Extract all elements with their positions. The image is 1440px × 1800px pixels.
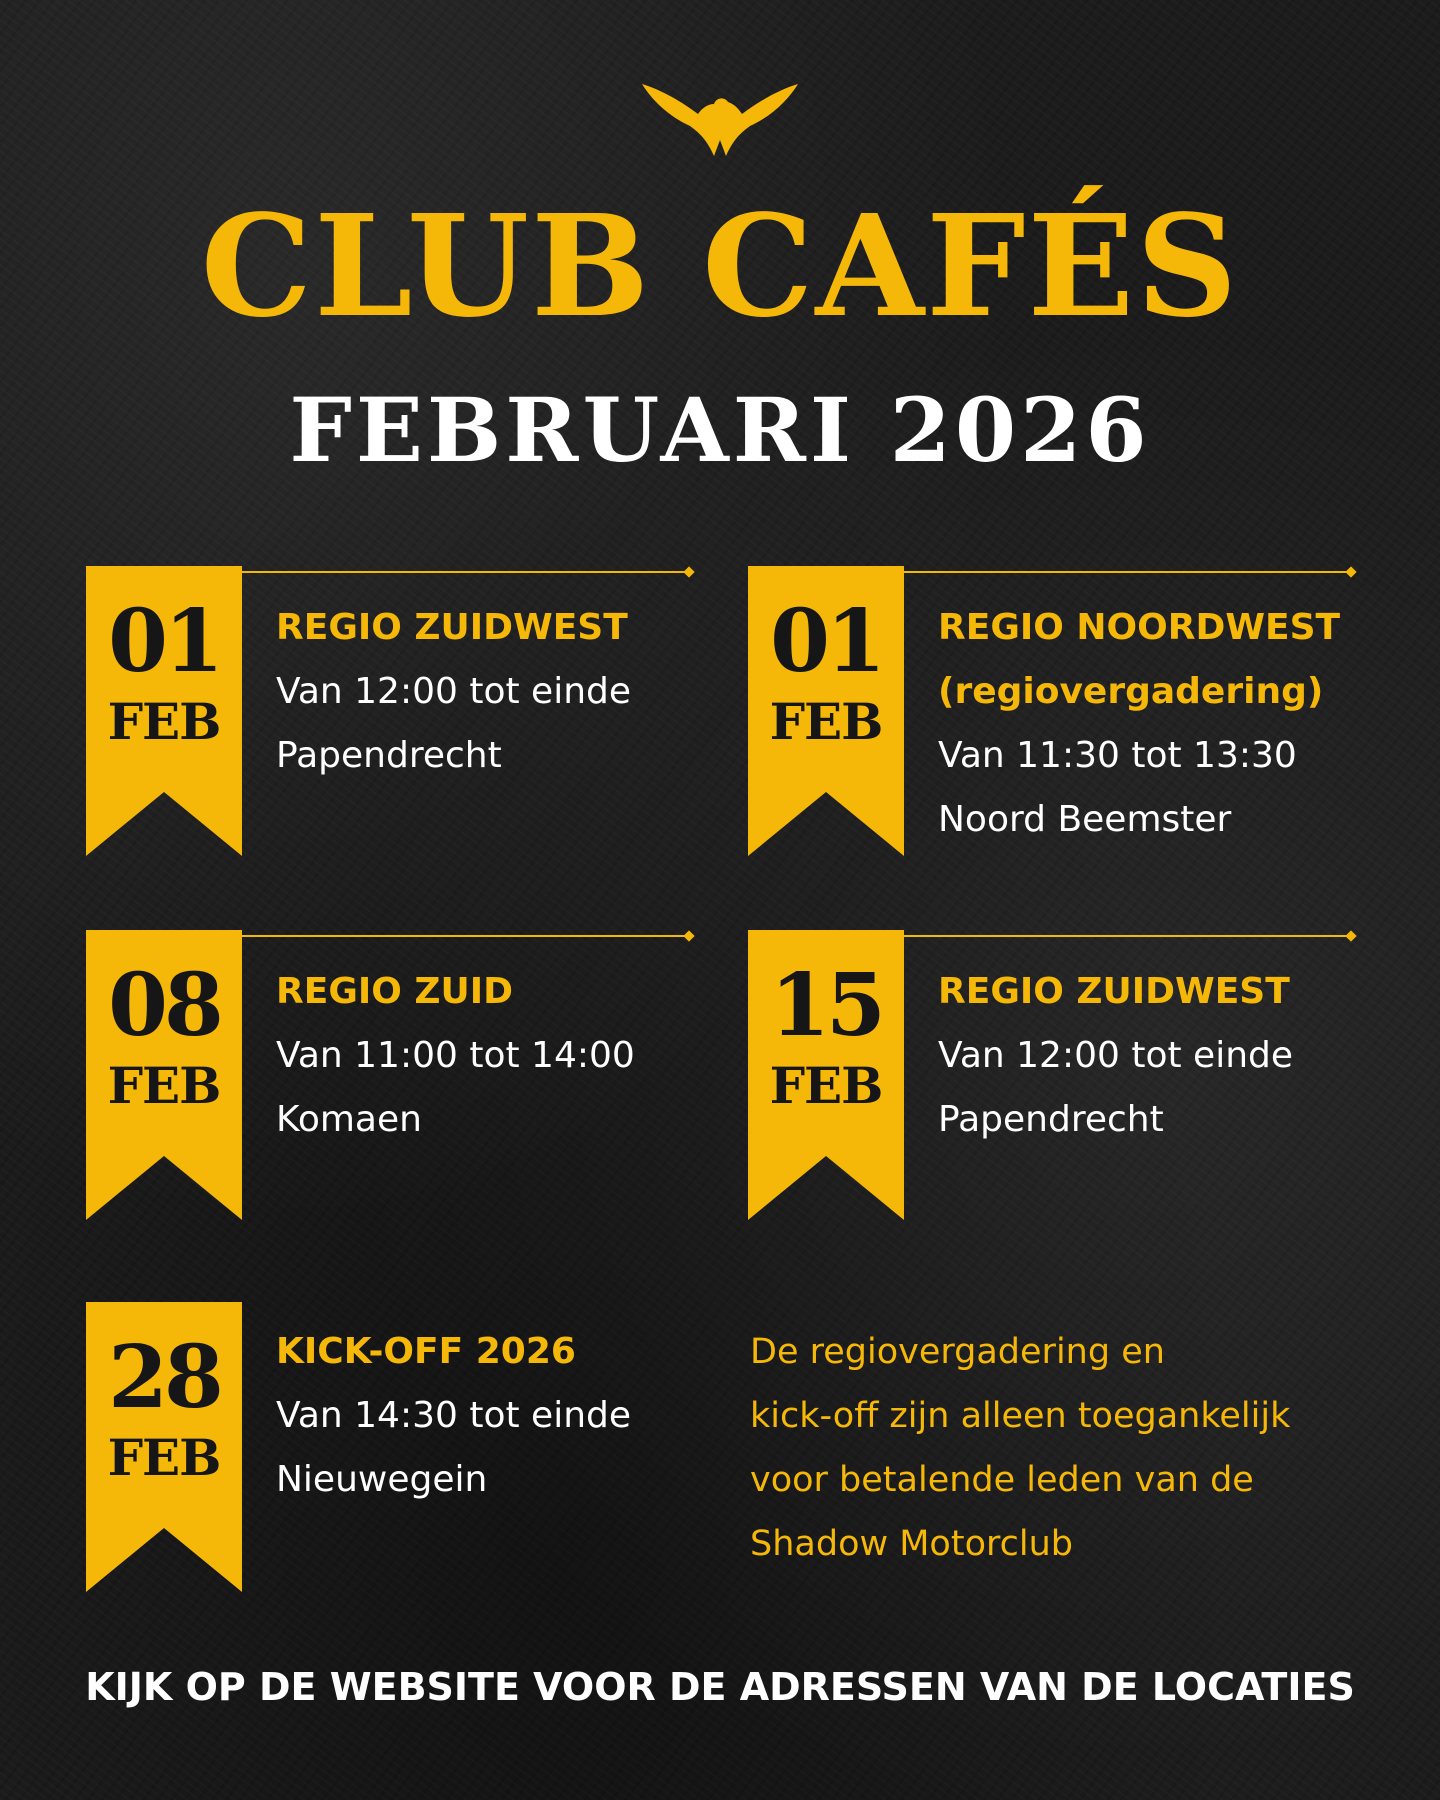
event-month: FEB: [769, 1056, 883, 1115]
note-line: kick-off zijn alleen toegankelijk: [750, 1396, 1291, 1436]
event-location: Komaen: [276, 1099, 422, 1140]
event-info: [276, 960, 716, 1152]
event-info: [276, 1320, 716, 1512]
event-region: REGIO ZUIDWEST: [938, 971, 1290, 1012]
event-day: 01: [108, 591, 220, 692]
event-month: FEB: [769, 692, 883, 751]
event-month: FEB: [107, 1428, 221, 1487]
event-location: Papendrecht: [276, 735, 502, 776]
date-ribbon: [748, 930, 904, 1220]
event-location: Noord Beemster: [938, 799, 1232, 840]
event-region: REGIO NOORDWEST: [938, 607, 1341, 648]
membership-note: [750, 1320, 1430, 1576]
date-ribbon: [86, 930, 242, 1220]
event-day: 08: [108, 955, 220, 1056]
event-time: Van 12:00 tot einde: [276, 671, 632, 712]
event-region: REGIO ZUID: [276, 971, 514, 1012]
event-card: [748, 930, 1378, 1220]
event-location: Nieuwegein: [276, 1459, 488, 1500]
event-day: 15: [770, 955, 882, 1056]
event-region: REGIO ZUIDWEST: [276, 607, 628, 648]
divider-line: [904, 566, 1359, 578]
event-info: [938, 596, 1378, 852]
event-card: [86, 1302, 716, 1592]
event-info: [938, 960, 1378, 1152]
event-month: FEB: [107, 692, 221, 751]
event-info: [276, 596, 716, 788]
divider-line: [904, 930, 1359, 942]
date-ribbon: [86, 1302, 242, 1592]
event-card: [86, 930, 716, 1220]
date-ribbon: [748, 566, 904, 856]
note-line: voor betalende leden van de: [750, 1460, 1254, 1500]
event-time: Van 12:00 tot einde: [938, 1035, 1294, 1076]
page-subtitle: FEBRUARI 2026: [289, 378, 1151, 482]
event-location: Papendrecht: [938, 1099, 1164, 1140]
event-card: [86, 566, 716, 856]
event-day: 01: [770, 591, 882, 692]
event-month: FEB: [107, 1056, 221, 1115]
event-card: [748, 566, 1378, 856]
event-time: Van 14:30 tot einde: [276, 1395, 632, 1436]
divider-line: [242, 566, 697, 578]
footer-text: KIJK OP DE WEBSITE VOOR DE ADRESSEN VAN DE LOCATIES: [85, 1665, 1355, 1709]
event-day: 28: [108, 1327, 220, 1428]
event-time: Van 11:00 tot 14:00: [276, 1035, 635, 1076]
page-title: CLUB CAFÉS: [200, 185, 1240, 349]
note-line: De regiovergadering en: [750, 1332, 1165, 1372]
note-line: Shadow Motorclub: [750, 1524, 1073, 1564]
divider-line: [242, 930, 697, 942]
event-time: Van 11:30 tot 13:30: [938, 735, 1297, 776]
event-note: (regiovergadering): [938, 671, 1324, 712]
event-region: KICK-OFF 2026: [276, 1331, 576, 1372]
eagle-icon: [642, 80, 798, 156]
date-ribbon: [86, 566, 242, 856]
